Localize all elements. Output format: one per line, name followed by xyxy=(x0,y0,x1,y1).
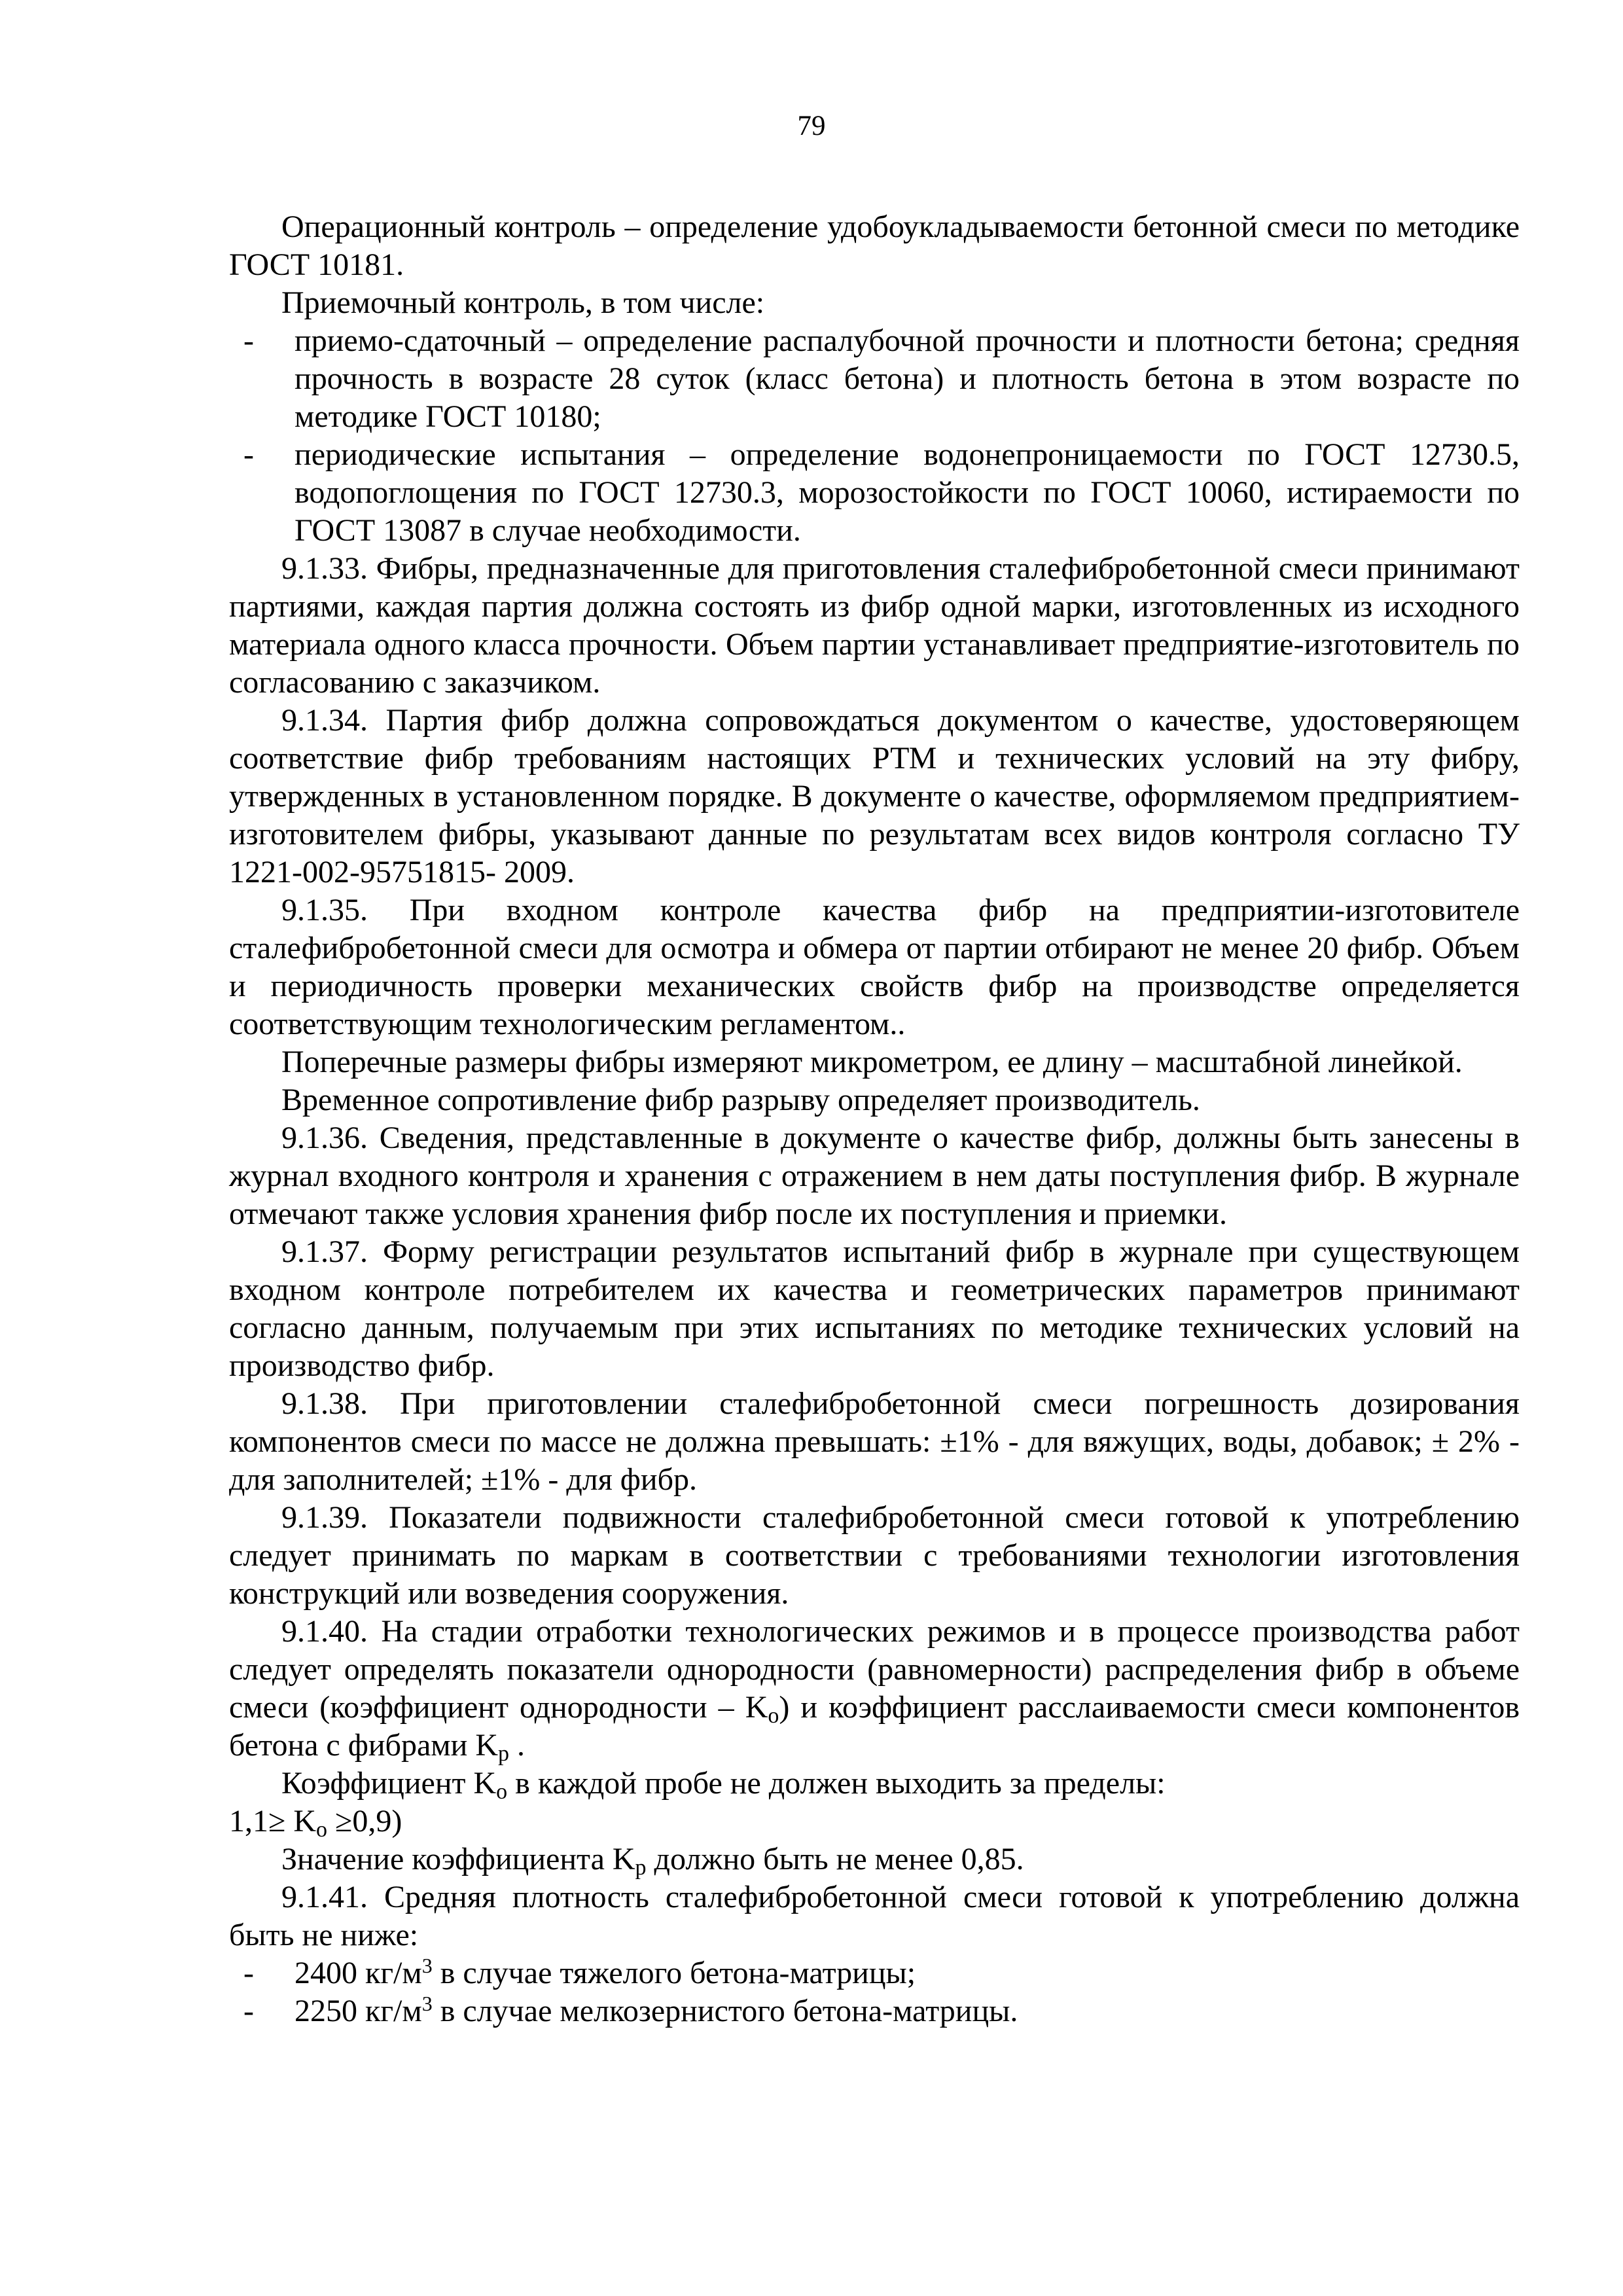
superscript: 3 xyxy=(421,1992,433,2015)
list-dash: - xyxy=(243,1956,254,1990)
text-run: должно быть не менее 0,85. xyxy=(646,1842,1024,1876)
paragraph-acceptance-control: Приемочный контроль, в том числе: xyxy=(281,285,765,320)
paragraph-tensile-strength: Временное сопротивление фибр разрыву определяет производитель. xyxy=(281,1083,1200,1117)
list-dash: - xyxy=(243,437,254,472)
list-item xyxy=(229,322,1520,436)
paragraph-9-1-41: 9.1.41. Средняя плотность сталефибробетонной смеси готовой к употреблению должна быть не ниже: xyxy=(229,1880,1520,1952)
paragraph-kp-value xyxy=(229,1840,1520,1878)
superscript: 3 xyxy=(421,1954,433,1977)
list-item-text: периодические испытания – определение водонепроницаемости по ГОСТ 12730.5, водопоглощения по ГОСТ 12730.3, морозостойкости по ГОСТ 10060, истираемости по ГОСТ 13087 в случае необходимости. xyxy=(294,437,1520,548)
subscript: о xyxy=(316,1818,328,1842)
text-run: 2250 кг/м xyxy=(294,1994,422,2028)
list-dash: - xyxy=(243,323,254,358)
paragraph-9-1-34: 9.1.34. Партия фибр должна сопровождаться документом о качестве, удостоверяющем соответствие фибр требованиям настоящих РТМ и технических условий на эту фибру, утвержденных в установленном порядке. В документе о качестве, оформляемом предприятием-изготовителем фибры, указывают данные по результатам всех видов контроля согласно ТУ 1221-002-95751815- 2009. xyxy=(229,703,1520,889)
text-run: 2400 кг/м xyxy=(294,1956,422,1990)
text-run: в каждой пробе не должен выходить за пределы: xyxy=(507,1766,1166,1801)
text-run: Коэффициент K xyxy=(281,1766,497,1801)
text-run: в случае тяжелого бетона-матрицы; xyxy=(432,1956,916,1990)
list-item xyxy=(229,1954,1520,1992)
text-run: . xyxy=(508,1728,525,1763)
text-run: ≥0,9) xyxy=(327,1804,402,1839)
list-item-text: приемо-сдаточный – определение распалубочной прочности и плотности бетона; средняя прочность в возрасте 28 суток (класс бетона) и плотность бетона в этом возрасте по методике ГОСТ 10180; xyxy=(294,323,1520,434)
list-item xyxy=(229,1992,1520,2030)
subscript: о xyxy=(496,1780,508,1804)
paragraph-ko-limits xyxy=(229,1765,1520,1803)
document-body xyxy=(229,208,1520,2030)
list-dash: - xyxy=(243,1994,254,2028)
subscript: о xyxy=(768,1704,779,1728)
text-run: в случае мелкозернистого бетона-матрицы. xyxy=(432,1994,1018,2028)
paragraph-9-1-38: 9.1.38. При приготовлении сталефибробетонной смеси погрешность дозирования компонентов смеси по массе не должна превышать: ±1% - для вяжущих, воды, добавок; ± 2% - для заполнителей; ±1% - для фибр. xyxy=(229,1386,1520,1497)
paragraph-9-1-36: 9.1.36. Сведения, представленные в документе о качестве фибр, должны быть занесены в журнал входного контроля и хранения с отражением в нем даты поступления фибр. В журнале отмечают также условия хранения фибр после их поступления и приемки. xyxy=(229,1121,1520,1231)
text-run: ) и коэффициент расслаиваемости смеси компонентов бетона с фибрами K xyxy=(229,1690,1520,1763)
paragraph-9-1-40 xyxy=(229,1613,1520,1765)
paragraph-9-1-37: 9.1.37. Форму регистрации результатов испытаний фибр в журнале при существующем входном контроле потребителем их качества и геометрических параметров принимают согласно данным, получаемым при этих испытаниях по методике технических условий на производство фибр. xyxy=(229,1234,1520,1383)
text-run: Значение коэффициента K xyxy=(281,1842,635,1876)
subscript: р xyxy=(497,1742,509,1766)
subscript: р xyxy=(635,1856,647,1880)
paragraph-9-1-39: 9.1.39. Показатели подвижности сталефибробетонной смеси готовой к употреблению следует принимать по маркам в соответствии с требованиями технологии изготовления конструкций или возведения сооружения. xyxy=(229,1500,1520,1611)
list-item xyxy=(229,436,1520,550)
formula-ko xyxy=(229,1803,1520,1840)
text-run: 1,1≥ K xyxy=(229,1804,317,1839)
paragraph-9-1-35: 9.1.35. При входном контроле качества фибр на предприятии-изготовителе сталефибробетонной смеси для осмотра и обмера от партии отбирают не менее 20 фибр. Объем и периодичность проверки механических свойств фибр на производстве определяется соответствующим технологическим регламентом.. xyxy=(229,893,1520,1041)
paragraph-operational-control: Операционный контроль – определение удобоукладываемости бетонной смеси по методике ГОСТ 10181. xyxy=(229,209,1520,282)
paragraph-cross-dimensions: Поперечные размеры фибры измеряют микрометром, ее длину – масштабной линейкой. xyxy=(281,1045,1463,1079)
page-number: 79 xyxy=(797,111,826,141)
text-run: 9.1.40. На стадии отработки технологических режимов и в процессе производства работ следует определять показатели однородности (равномерности) распределения фибр в объеме смеси (коэффициент однородности – K xyxy=(229,1614,1520,1725)
paragraph-9-1-33: 9.1.33. Фибры, предназначенные для приготовления сталефибробетонной смеси принимают партиями, каждая партия должна состоять из фибр одной марки, изготовленных из исходного материала одного класса прочности. Объем партии устанавливает предприятие-изготовитель по согласованию с заказчиком. xyxy=(229,551,1520,700)
